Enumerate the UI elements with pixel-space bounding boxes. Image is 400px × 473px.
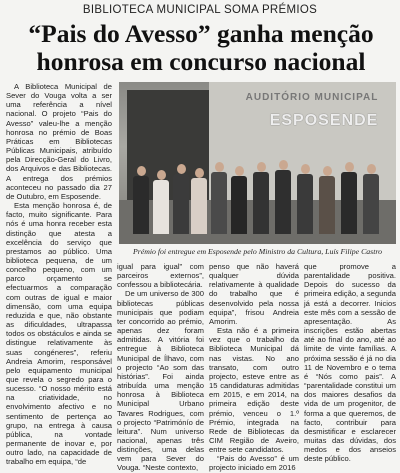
article-column-3 [209,262,299,473]
photo-person [275,160,291,234]
photo-sign-auditorio: AUDITÓRIO MUNICIPAL [245,92,379,103]
photo-caption: Prémio foi entregue em Esposende pelo Ministro da Cultura, Luís Filipe Castro [132,247,383,256]
paragraph: Esta não é a primeira vez que o trabalho da Biblioteca Municipal dá nas vistas. No ano transato, com outro projecto, esteve entre as 15 candidaturas admitidas em 2015, e em 2014, na primeira edição deste prémio, venceu o 1.º Prémio, integrada na Rede de Bibliotecas da CIM Região de Aveiro, entre sete candidatos. [209,326,299,455]
photo-person [173,164,189,234]
photo-person [297,164,313,234]
article-column-2 [117,262,204,473]
photo-person [341,162,357,234]
headline [6,20,396,76]
photo-person [319,166,335,234]
article-column-4 [304,262,396,464]
section-kicker: BIBLIOTECA MUNICIPAL SOMA PRÉMIOS [82,4,318,16]
photo-person [191,168,207,234]
photo-person [231,166,247,234]
article-photo [119,82,396,244]
paragraph: A Biblioteca Municipal de Sever do Vouga volta a ser uma referência a nível nacional. O projeto “Pais do Avesso” valeu-lhe a menção honrosa no prémio de Boas Práticas em Bibliotecas Públicas Municipais, atribuído pela Direcção-Geral do Livro, dos Arquivos e das Bibliotecas. A entrega dos prémios aconteceu no passado dia 27 de Outubro, em Esposende. [6,82,112,201]
paragraph: penso que não haverá qualquer dúvida relativamente à qualidade do trabalho que é desenvolvido pela nossa equipa”, frisou Andreia Amorim. [209,262,299,326]
article-column-1 [6,82,112,467]
paragraph: De um universo de 300 bibliotecas públicas municipais que podiam ter concorrido ao prémio, apenas dez foram admitidas. A vitória foi entregue à Biblioteca Municipal de Ílhavo, com o projecto “Ao som das histórias”. Foi ainda atribuída uma menção honrosa à Biblioteca Municipal Urbano Tavares Rodrigues, com o projecto “Patrimónío de leitura”. Num universo nacional, apenas três distinções, uma delas vem para Sever do Vouga. “Neste contexto, [117,289,204,473]
paragraph: igual para igual” com parceiros externos”, confessou a bibliotecária. [117,262,204,290]
paragraph: Esta menção honrosa é, de facto, muito significante. Para nós é uma honra receber esta distinção que atesta a excelência do serviço que prestamos ao público. Uma biblioteca pequena, de um concelho pequeno, com um parco orçamento se efectuarmos a comparação com outras de igual e maior dimensão, com uma equipa reduzida e que, não obstante as dificuldades, ultrapassa todos os obstáculos e ainda se distingue relativamente às suas congéneres”, referiu Andreia Amorim, responsável pelo equipamento municipal que revela o segredo para o sucesso. “O nosso mérito está na criatividade, no envolvimento afectivo e no sentimento de pertença ao grupo, na entrega à causa pública, na vontade permanente de inovar e, por outro lado, na capacidade de trabalho em equipa, “de [6,201,112,467]
photo-sign-esposende: ESPOSENDE [269,112,379,129]
photo-person [211,162,227,234]
photo-person [363,164,379,234]
photo-person [153,170,169,234]
paragraph: que promove a parentalidade positiva. Depois do sucesso da primeira edição, a segunda já está a decorrer. Inicios este mês com a sessão de apresentação. As inscrições estão abertas até ao final do ano, até ao limite de vinte famílias. A próxima sessão é já no dia 11 de Novembro e o tema é “Nós como pais”. A “parentalidade constitui um dos maiores desafios da vida de um progenitor, de forma a que queremos, de facto, contribuir para desmistificar e esclarecer muitas das dúvidas, dos medos e dos anseios deste público. [304,262,396,464]
photo-person [253,162,269,234]
photo-person [133,166,149,234]
headline-line-1: “Pais do Avesso” ganha menção [28,19,374,48]
headline-line-2: honrosa em concurso nacional [36,47,366,76]
paragraph: “Pais do Avesso” é um projecto iniciado em 2016 [209,454,299,473]
